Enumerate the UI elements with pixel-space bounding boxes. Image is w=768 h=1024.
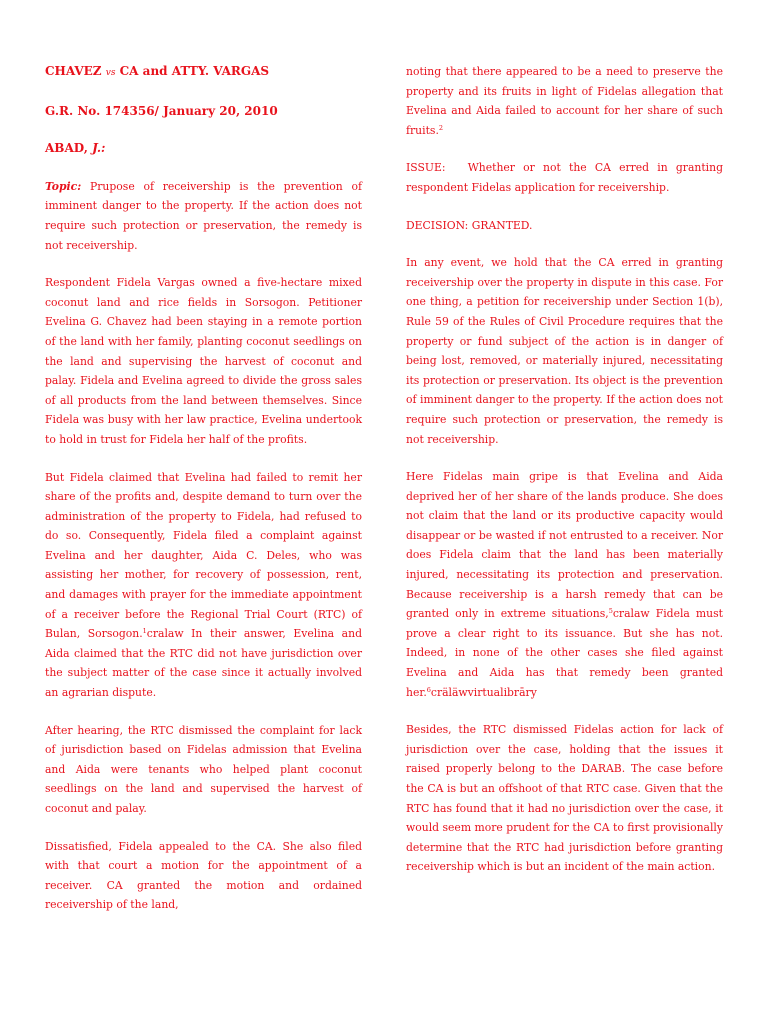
topic-text: Prupose of receivership is the prevention of imminent danger to the property. If the action does not require such protection or preservation, the remedy is not receivership. [45,179,362,252]
case-title-respondent: CA and ATTY. VARGAS [119,64,270,78]
facts-p4-part1: Dissatisfied, Fidela appealed to the CA. She also filed with that court a motion for the appointment of a receiver. CA granted the motion and ordained receivership of the land, [45,839,362,912]
decision-label: DECISION: GRANTED. [406,218,533,232]
facts-paragraph-1: Respondent Fidela Vargas owned a five-hectare mixed coconut land and rice fields in Sorsogon. Petitioner Evelina G. Chavez had been staying in a remote portion of the land with her family, planting coconut seedlings on the land and supervising the harvest of coconut and palay. Fidela and Evelina agreed to divide the gross sales of all products from the land between themselves. Since Fidela was busy with her law practice, Evelina undertook to hold in trust for Fidela her half of the profits. [45,276,362,446]
ruling-paragraph-3: Besides, the RTC dismissed Fidelas action for lack of jurisdiction over the case, holding that the issues it raised properly belong to the DARAB. The case before the CA is but an offshoot of that RTC case. Given that the RTC has found that it had no jurisdiction over the case, it would seem more prudent for the CA to first provisionally determine that the RTC had jurisdiction before granting receivership which is but an incident of the main action. [406,723,723,874]
footnote-ref-2[interactable]: 2 [438,123,444,132]
ruling-paragraph-1: In any event, we hold that the CA erred in granting receivership over the property in dispute in this case. For one thing, a petition for receivership under Section 1(b), Rule 59 of the Rules of Civil Procedure requires that the property or fund subject of the action is in danger of being lost, removed, or materially injured, necessitating its protection or preservation. Its object is the prevention of imminent danger to the property. If the action does not require such protection or preservation, the remedy is not receivership. [406,256,723,446]
issue-label: ISSUE: [406,161,446,175]
issue-text: Whether or not the CA erred in granting respondent Fidelas application for receivership. [406,161,723,194]
issue-paragraph [406,158,723,197]
right-column [406,62,723,877]
topic-label: Topic: [45,179,82,193]
facts-p2-text-a: But Fidela claimed that Evelina had failed to remit her share of the profits and, despite demand to turn over the administration of the property to Fidela, had refused to do so. Consequently, Fidela filed a complaint against Evelina and her daughter, Aida C. Deles, who was assisting her mother, for recovery of possession, rent, and damages with prayer for the immediate appointment of a receiver before the Regional Trial Court (RTC) of Bulan, Sorsogon. [45,470,362,641]
ruling-p2-text-c: cräläwvirtualibrāry [430,685,537,699]
facts-p4-part2: noting that there appeared to be a need to preserve the property and its fruits in light of Fidelas allegation that Evelina and Aida failed to account for her share of such fruits. [406,65,723,137]
ruling-paragraph-2 [406,467,723,702]
case-title-vs: vs [105,68,116,78]
case-title-petitioner: CHAVEZ [45,64,102,78]
ruling-p2-text-b: cralaw Fidela must prove a clear right to its issuance. But she has not. Indeed, in none of the other cases she filed against Evelina and Aida has that remedy been granted her. [406,607,723,699]
ponente-name: ABAD, [45,141,88,156]
facts-paragraph-4-end [406,62,723,140]
ponente [45,139,362,159]
facts-p2-text-b: cralaw In their answer, Evelina and Aida claimed that the RTC did not have jurisdiction over the subject matter of the case since it actually involved an agrarian dispute. [45,627,362,700]
left-column [45,62,362,915]
topic-paragraph [45,177,362,255]
gr-number: G.R. No. 174356/ January 20, 2010 [45,103,278,118]
facts-paragraph-3: After hearing, the RTC dismissed the complaint for lack of jurisdiction based on Fidelas admission that Evelina and Aida were tenants who helped plant coconut seedlings on the land and supervised the harvest of coconut and palay. [45,723,362,815]
facts-paragraph-2 [45,468,362,703]
ponente-suffix: J.: [92,141,106,156]
facts-paragraph-4-start [45,837,362,915]
footnote-ref-6[interactable]: 6 [426,685,431,694]
case-title [45,62,362,84]
footnote-ref-5[interactable]: 5 [608,607,613,616]
ruling-p2-text-a: Here Fidelas main gripe is that Evelina and Aida deprived her of her share of the lands produce. She does not claim that the land or its productive capacity would disappear or be wasted if not entrusted to a receiver. Nor does Fidela claim that the land has been materially injured, necessitating its protection and preservation. Because receivership is a harsh remedy that can be granted only in extreme situations, [406,470,723,621]
footnote-ref-1[interactable]: 1 [142,627,147,636]
